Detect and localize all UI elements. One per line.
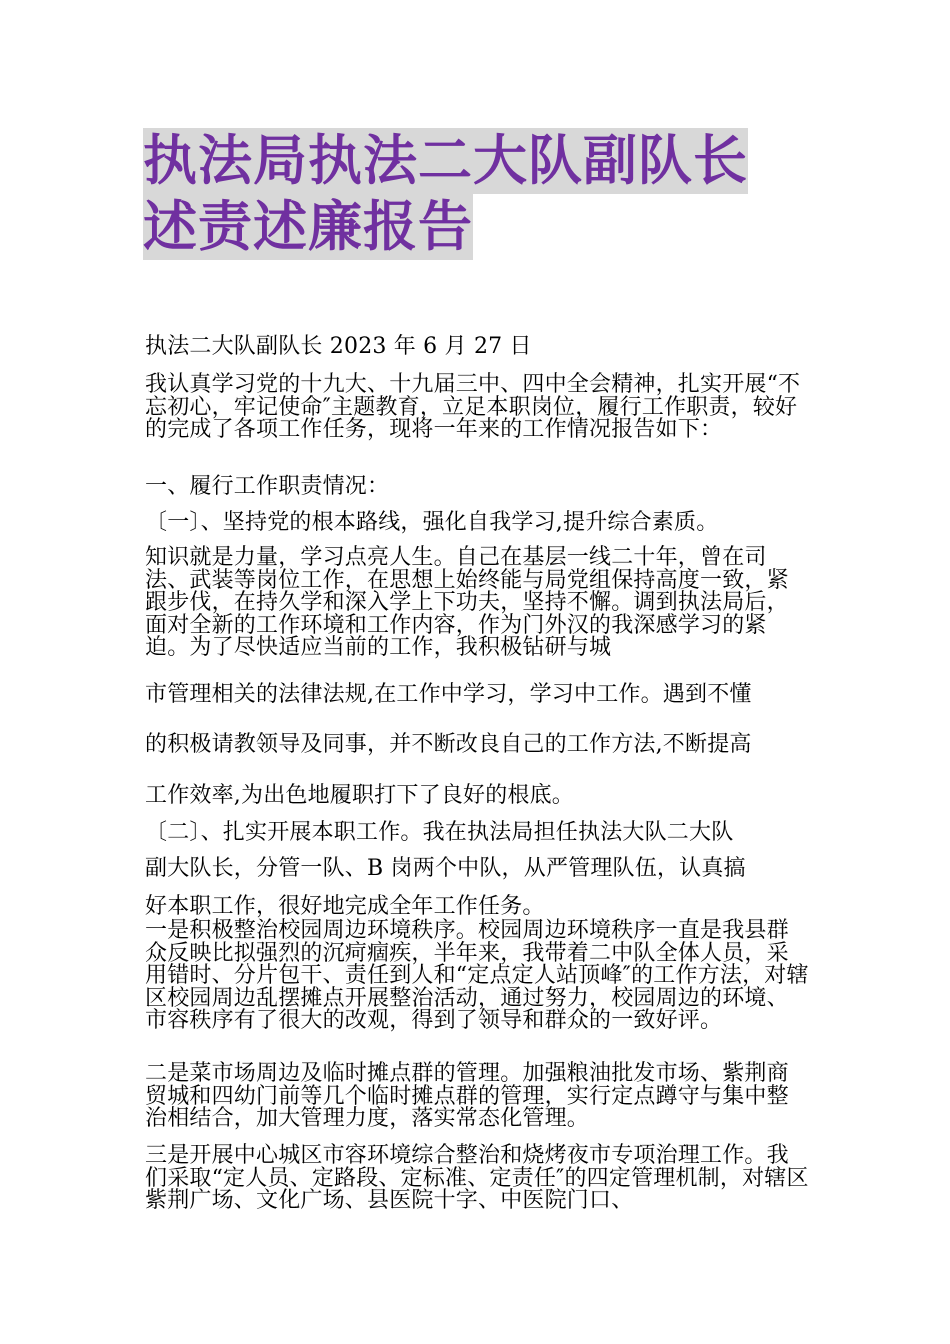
subsection-1-line-d: 工作效率,为出色地履职打下了良好的根底。	[145, 783, 574, 808]
document-title	[143, 128, 813, 260]
byline: 执法二大队副队长 2023 年 6 月 27 日	[145, 334, 532, 359]
subsection-1-line-c: 的积极请教领导及同事，并不断改良自己的工作方法,不断提高	[145, 732, 752, 757]
title-line-1: 执法局执法二大队副队长	[143, 129, 748, 192]
title-line-2: 述责述廉报告	[143, 195, 473, 258]
item-2-paragraph: 二是菜市场周边及临时摊点群的管理。加强粮油批发市场、紫荆商贸城和四幼门前等几个临时摊点群的管理，实行定点蹲守与集中整治相结合，加大管理力度，落实常态化管理。	[145, 1061, 789, 1131]
subsection-2-line-b: 副大队长，分管一队、B 岗两个中队，从严管理队伍，认真搞	[145, 856, 746, 881]
subsection-2-line-c: 好本职工作，很好地完成全年工作任务。	[145, 894, 545, 919]
subsection-2-line-a: 〔二〕、扎实开展本职工作。我在执法局担任执法大队二大队	[145, 820, 734, 845]
section-heading-duties: 一、履行工作职责情况：	[145, 474, 390, 499]
subsection-1-paragraph: 知识就是力量，学习点亮人生。自己在基层一线二十年，曾在司法、武装等岗位工作，在思想上始终能与局党组保持高度一致，紧跟步伐，在持久学和深入学上下功夫，坚持不懈。调到执法局后，面对全新的工作环境和工作内容，作为门外汉的我深感学习的紧迫。为了尽快适应当前的工作，我积极钻研与城	[145, 545, 789, 660]
intro-paragraph: 我认真学习党的十九大、十九届三中、四中全会精神，扎实开展“不忘初心，牢记使命″主题教育，立足本职岗位，履行工作职责，较好的完成了各项工作任务，现将一年来的工作情况报告如下：	[145, 372, 801, 442]
item-3-paragraph: 三是开展中心城区市容环境综合整治和烧烤夜市专项治理工作。我们采取“定人员、定路段、定标准、定责任″的四定管理机制，对辖区紫荆广场、文化广场、县医院十字、中医院门口、	[145, 1143, 809, 1213]
subsection-1-line-b: 市管理相关的法律法规,在工作中学习，学习中工作。遇到不懂	[145, 682, 752, 707]
item-1-paragraph: 一是积极整治校园周边环境秩序。校园周边环境秩序一直是我县群众反映比拟强烈的沉疴痼疾，半年来，我带着二中队全体人员，采用错时、分片包干、责任到人和“定点定人站顶峰″的工作方法，对辖区校园周边乱摆摊点开展整治活动，通过努力，校园周边的环境、市容秩序有了很大的改观，得到了领导和群众的一致好评。	[145, 918, 809, 1033]
subsection-1-heading: 〔一〕、坚持党的根本路线，强化自我学习,提升综合素质。	[145, 510, 719, 535]
